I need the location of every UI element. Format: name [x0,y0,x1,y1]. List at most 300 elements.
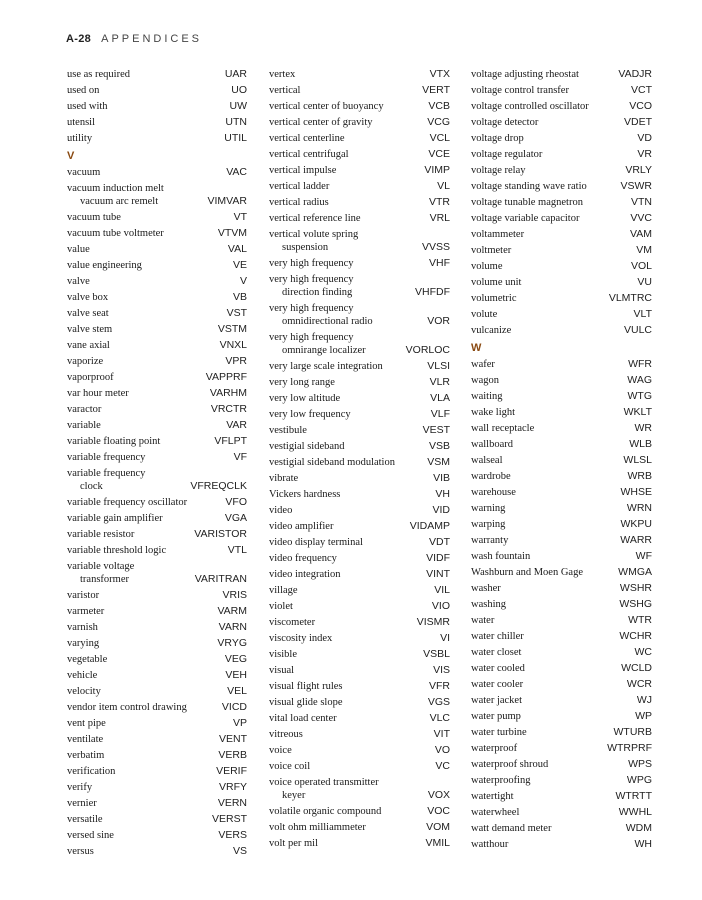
glossary-entry [471,356,652,372]
entry-term [471,148,652,161]
glossary-entry [269,582,450,598]
glossary-entry [471,756,652,772]
entry-abbreviation: VLA [430,391,450,404]
entry-term-line: vitreous [269,728,303,740]
entry-term [269,712,450,725]
entry-term-line: Washburn and Moen Gage [471,566,583,578]
entry-term-line: versatile [67,813,103,825]
entry-abbreviation: VARHM [209,386,247,399]
entry-term-line: vacuum tube voltmeter [67,227,164,239]
glossary-entry [269,470,450,486]
glossary-entry [269,194,450,210]
entry-abbreviation: VCE [428,147,450,160]
entry-term-line: vertical [269,84,301,96]
entry-term-line: use as required [67,68,130,80]
entry-term-continuation: direction finding [282,286,353,298]
glossary-entry [67,619,247,635]
entry-term [269,805,450,818]
entry-term [67,496,247,509]
glossary-entry [471,66,652,82]
entry-abbreviation: VERN [217,796,247,809]
entry-term [67,653,247,666]
glossary-entry [67,401,247,417]
entry-term-line: water turbine [471,726,527,738]
glossary-entry [269,390,450,406]
glossary-entry [471,580,652,596]
entry-abbreviation: VIMP [424,163,450,176]
glossary-entry [67,715,247,731]
entry-term [471,694,652,707]
entry-term [269,196,450,209]
glossary-entry [67,747,247,763]
entry-term-line: very low frequency [269,408,351,420]
entry-term-line: walseal [471,454,503,466]
glossary-entry [269,646,450,662]
glossary-entry [471,548,652,564]
entry-term [471,308,652,321]
entry-abbreviation: VNXL [219,338,247,351]
entry-abbreviation: VD [637,131,652,144]
glossary-entry [67,385,247,401]
entry-abbreviation: WAG [627,373,652,386]
entry-abbreviation: VIDF [426,551,450,564]
entry-abbreviation: WKLT [623,405,652,418]
entry-abbreviation: VI [440,631,450,644]
entry-term-line: versus [67,845,94,857]
entry-term-line: vent pipe [67,717,106,729]
entry-term [269,472,450,485]
entry-term [67,589,247,602]
glossary-entry [269,358,450,374]
entry-term-line: wagon [471,374,499,386]
entry-term-line: violet [269,600,293,612]
glossary-entry [471,468,652,484]
entry-abbreviation: VU [637,275,652,288]
glossary-entry [269,210,450,226]
glossary-entry [269,66,450,82]
glossary-entry [67,82,247,98]
glossary-entry [471,372,652,388]
entry-abbreviation: WDM [625,821,652,834]
entry-term-line: voltage adjusting rheostat [471,68,579,80]
entry-abbreviation: VENT [218,732,247,745]
glossary-entry [471,82,652,98]
entry-term-line: wash fountain [471,550,531,562]
entry-abbreviation: VOC [427,804,450,817]
glossary-entry [67,114,247,130]
entry-term [67,100,247,113]
entry-abbreviation: WHSE [620,485,652,498]
entry-term-line: wake light [471,406,516,418]
glossary-entry [269,98,450,114]
entry-term-line: voice coil [269,760,311,772]
entry-abbreviation: WLSL [623,453,652,466]
entry-abbreviation: VIS [433,663,450,676]
entry-term [67,845,247,858]
glossary-entry [67,180,247,209]
entry-abbreviation: VPR [225,354,247,367]
glossary-entry [269,550,450,566]
entry-abbreviation: VDT [429,535,450,548]
entry-term [269,568,450,581]
entry-term-line: vertical centerline [269,132,345,144]
entry-abbreviation: VAR [226,418,247,431]
entry-term-line: vernier [67,797,97,809]
glossary-entry [471,596,652,612]
entry-term [471,422,652,435]
entry-abbreviation: UW [229,99,247,112]
entry-term [269,776,450,802]
glossary-entry [471,274,652,290]
entry-term-line: waiting [471,390,503,402]
entry-term-line: vertical radius [269,196,329,208]
glossary-entry [471,452,652,468]
entry-term-line: voltage control transfer [471,84,569,96]
entry-abbreviation: WSHG [619,597,652,610]
entry-term-line: wardrobe [471,470,511,482]
entry-term [471,260,652,273]
entry-abbreviation: VRYG [217,636,247,649]
entry-abbreviation: VHFDF [415,285,450,298]
entry-term-line: voltage relay [471,164,526,176]
entry-term-line: warranty [471,534,509,546]
entry-abbreviation: VGS [427,695,450,708]
glossary-entry [67,209,247,225]
entry-abbreviation: WJ [636,693,652,706]
glossary-entry [67,526,247,542]
glossary-entry [67,667,247,683]
entry-term-line: very high frequency [269,257,354,269]
entry-abbreviation: VRL [429,211,450,224]
entry-abbreviation: WRN [626,501,652,514]
entry-term-line: video amplifier [269,520,334,532]
entry-abbreviation: WR [634,421,652,434]
entry-term [269,302,450,328]
entry-term-line: value [67,243,90,255]
entry-term-line: valve stem [67,323,113,335]
glossary-entry [67,779,247,795]
entry-term-line: wallboard [471,438,513,450]
entry-abbreviation: WCLD [621,661,652,674]
entry-abbreviation: VIT [433,727,450,740]
glossary-entry [67,241,247,257]
entry-term [269,360,450,373]
entry-abbreviation: VLC [429,711,450,724]
entry-abbreviation: WF [635,549,652,562]
page-header [66,33,202,45]
section-title: APPENDICES [101,33,203,45]
entry-term [471,196,652,209]
entry-term [67,544,247,557]
entry-term-line: visual [269,664,295,676]
entry-term-line: vacuum [67,166,101,178]
entry-abbreviation: VL [437,179,450,192]
entry-abbreviation: VORLOC [405,343,450,356]
glossary-entry [471,692,652,708]
entry-term-line: vehicle [67,669,98,681]
entry-term-continuation: omnidirectional radio [282,315,373,327]
entry-term-line: watthour [471,838,509,850]
glossary-entry [67,417,247,433]
entry-term-line: vendor item control drawing [67,701,187,713]
entry-abbreviation: VGA [224,511,247,524]
entry-abbreviation: VST [226,306,247,319]
entry-abbreviation: VIMVAR [207,194,247,207]
entry-term-line: vibrate [269,472,299,484]
entry-abbreviation: VRCTR [210,402,247,415]
entry-abbreviation: VLMTRC [608,291,652,304]
entry-abbreviation: VERST [211,812,247,825]
glossary-entry [471,322,652,338]
entry-term [67,243,247,256]
entry-term [471,774,652,787]
entry-term-line: velocity [67,685,101,697]
entry-abbreviation: VAM [630,227,652,240]
entry-abbreviation: VTX [429,67,450,80]
entry-term-line: volt per mil [269,837,318,849]
entry-abbreviation: VHF [429,256,450,269]
entry-abbreviation: VULC [623,323,652,336]
entry-abbreviation: VINT [426,567,450,580]
glossary-entry [269,566,450,582]
entry-term-line: voltage controlled oscillator [471,100,589,112]
entry-abbreviation: WLB [629,437,652,450]
entry-term-continuation: transformer [80,573,129,585]
entry-term-line: variable voltage [67,560,135,572]
entry-term [67,307,247,320]
entry-abbreviation: VIB [433,471,450,484]
entry-abbreviation: WCHR [619,629,652,642]
entry-term [269,440,450,453]
glossary-entry [471,740,652,756]
glossary-entry [269,114,450,130]
glossary-entry [67,843,247,859]
glossary-entry [471,708,652,724]
glossary-entry [67,494,247,510]
entry-term-line: used with [67,100,108,112]
glossary-entry [269,835,450,851]
entry-term [471,646,652,659]
entry-term [269,164,450,177]
entry-abbreviation: VC [435,759,450,772]
entry-abbreviation: WTRTT [615,789,652,802]
entry-term-line: used on [67,84,100,96]
glossary-entry [67,542,247,558]
entry-abbreviation: VERB [218,748,247,761]
entry-abbreviation: WMGA [618,565,652,578]
entry-abbreviation: VOL [630,259,652,272]
glossary-entry [471,612,652,628]
glossary-entry [67,273,247,289]
entry-term-line: vestigial sideband modulation [269,456,395,468]
glossary-entry [471,210,652,226]
entry-abbreviation: WPS [628,757,652,770]
entry-term-line: Vickers hardness [269,488,341,500]
entry-term [471,84,652,97]
entry-abbreviation: VARISTOR [194,527,247,540]
entry-term-line: viscometer [269,616,316,628]
glossary-entry [269,630,450,646]
section-letter-heading: W [471,342,482,354]
glossary-entry [67,699,247,715]
glossary-entry [67,321,247,337]
entry-abbreviation: WPG [626,773,652,786]
entry-abbreviation: VARITRAN [194,572,247,585]
entry-abbreviation: VSM [427,455,450,468]
entry-abbreviation: VAL [227,242,247,255]
entry-term [269,100,450,113]
entry-abbreviation: VAPPRF [205,370,247,383]
entry-abbreviation: VR [637,147,652,160]
entry-term-line: water [471,614,495,626]
glossary-entry [269,300,450,329]
glossary-column-2 [269,66,450,851]
entry-abbreviation: VFREQCLK [190,479,247,492]
entry-term-continuation: suspension [282,241,329,253]
entry-term [471,100,652,113]
entry-term-line: variable frequency [67,451,146,463]
entry-abbreviation: WARR [620,533,652,546]
glossary-entry [471,788,652,804]
entry-term-continuation: clock [80,480,103,492]
entry-term-line: volumetric [471,292,517,304]
glossary-entry [471,676,652,692]
entry-term [269,728,450,741]
entry-term [67,451,247,464]
entry-abbreviation: VADJR [618,67,652,80]
entry-term-line: volume unit [471,276,522,288]
entry-term [67,275,247,288]
glossary-entry [471,226,652,242]
entry-term-line: vertical center of buoyancy [269,100,384,112]
entry-abbreviation: VERS [218,828,247,841]
entry-term-line: vaporproof [67,371,114,383]
glossary-entry [67,369,247,385]
entry-term-line: vulcanize [471,324,512,336]
glossary-entry [269,518,450,534]
entry-term [67,116,247,129]
glossary-entry [471,178,652,194]
entry-term-line: variable frequency [67,467,146,479]
entry-abbreviation: VMIL [425,836,450,849]
entry-term-line: vertical center of gravity [269,116,373,128]
entry-term-line: washing [471,598,506,610]
glossary-entry [471,98,652,114]
entry-abbreviation: VRFY [218,780,247,793]
entry-term-line: warping [471,518,506,530]
entry-term-line: voltage standing wave ratio [471,180,587,192]
entry-abbreviation: UTN [225,115,247,128]
entry-term [67,355,247,368]
entry-term-line: versed sine [67,829,114,841]
glossary-entry [269,710,450,726]
entry-term [67,166,247,179]
entry-abbreviation: VLF [430,407,450,420]
glossary-entry [269,271,450,300]
entry-abbreviation: VCT [631,83,652,96]
glossary-entry [67,651,247,667]
entry-term-line: verify [67,781,93,793]
entry-abbreviation: VCB [428,99,450,112]
glossary-entry [269,162,450,178]
entry-term-line: varactor [67,403,102,415]
entry-term-line: video [269,504,293,516]
entry-term-line: visible [269,648,297,660]
entry-term-line: vital load center [269,712,337,724]
entry-term [269,132,450,145]
glossary-entry [269,438,450,454]
glossary-entry [471,820,652,836]
entry-term [471,838,652,851]
entry-abbreviation: VFLPT [214,434,247,447]
glossary-entry [471,660,652,676]
entry-term [471,228,652,241]
glossary-entry [269,614,450,630]
entry-abbreviation: VDET [623,115,652,128]
entry-term-line: waterproof shroud [471,758,549,770]
entry-term [67,132,247,145]
entry-term-line: vestibule [269,424,307,436]
glossary-entry [471,194,652,210]
entry-abbreviation: WSHR [619,581,652,594]
glossary-entry [269,534,450,550]
entry-term-line: water cooler [471,678,524,690]
entry-term [269,760,450,773]
glossary-entry [471,258,652,274]
entry-term-line: waterproofing [471,774,531,786]
entry-abbreviation: VERT [422,83,450,96]
entry-term [471,502,652,515]
glossary-entry [67,130,247,146]
glossary-entry [471,516,652,532]
entry-abbreviation: VEG [224,652,247,665]
entry-term-line: vegetable [67,653,108,665]
entry-term-line: voltammeter [471,228,525,240]
glossary-entry [471,404,652,420]
entry-term-line: volute [471,308,498,320]
entry-term-line: very low altitude [269,392,341,404]
entry-abbreviation: VSBL [423,647,450,660]
glossary-entry [471,290,652,306]
entry-abbreviation: WTRPRF [607,741,652,754]
entry-term-line: video display terminal [269,536,363,548]
entry-abbreviation: VISMR [416,615,450,628]
entry-abbreviation: V [239,274,247,287]
glossary-entry [269,758,450,774]
glossary-column-1 [67,66,247,859]
entry-abbreviation: VFO [225,495,247,508]
entry-abbreviation: UTIL [224,131,247,144]
entry-term [67,68,247,81]
glossary-entry [67,683,247,699]
entry-abbreviation: VIO [431,599,450,612]
entry-term-continuation: keyer [282,789,306,801]
entry-term-line: verification [67,765,116,777]
entry-term-line: utility [67,132,93,144]
glossary-entry [67,603,247,619]
glossary-entry [471,532,652,548]
entry-abbreviation: VM [636,243,652,256]
entry-term [269,212,450,225]
entry-term-line: varmeter [67,605,105,617]
entry-abbreviation: WCR [626,677,652,690]
glossary-entry [471,804,652,820]
entry-term-line: ventilate [67,733,104,745]
entry-term-line: very high frequency [269,331,354,343]
entry-term-line: voltage detector [471,116,539,128]
entry-term [471,438,652,451]
entry-abbreviation: VP [232,716,247,729]
